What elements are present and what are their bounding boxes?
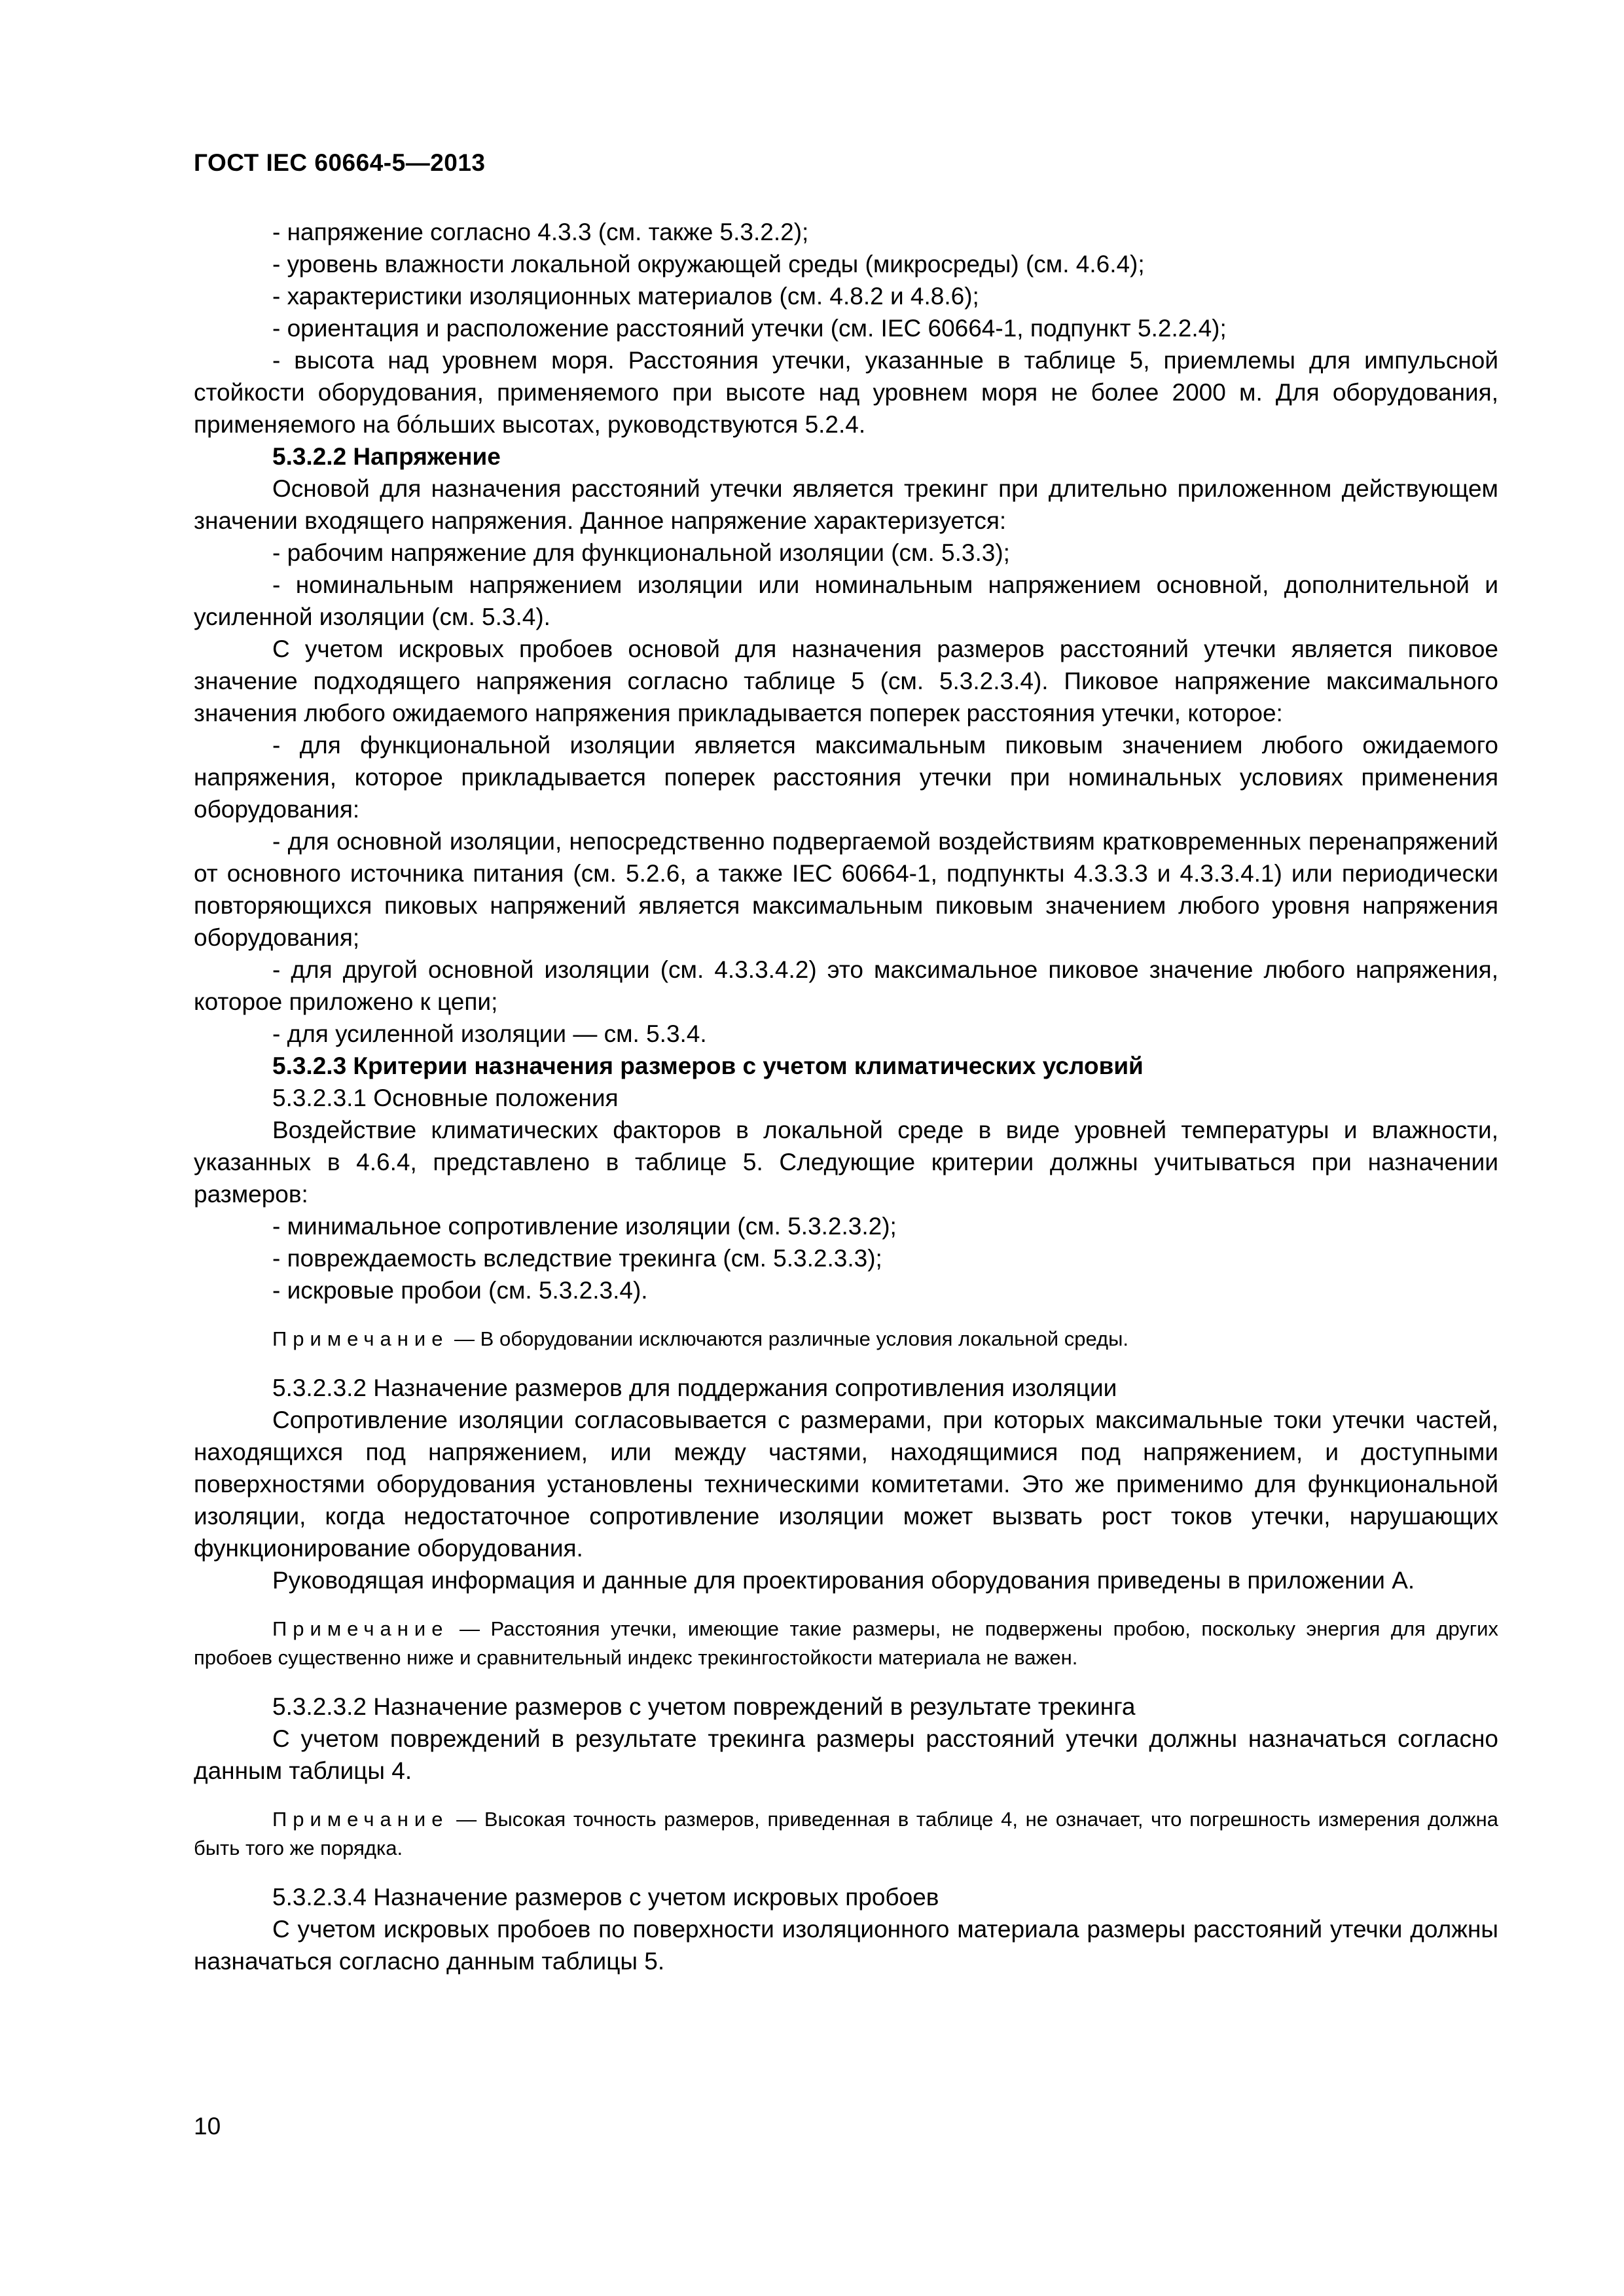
note-text: — В оборудовании исключаются различные условия локальной среды. bbox=[448, 1327, 1128, 1350]
note bbox=[194, 1805, 1498, 1863]
paragraph: С учетом повреждений в результате трекинга размеры расстояний утечки должны назначаться согласно данным таблицы 4. bbox=[194, 1725, 1498, 1784]
subsection-heading: 5.3.2.3.1 Основные положения bbox=[272, 1085, 619, 1111]
paragraph: - напряжение согласно 4.3.3 (см. также 5.3.2.2); bbox=[272, 219, 809, 245]
paragraph: - номинальным напряжением изоляции или номинальным напряжением основной, дополнительной и усиленной изоляции (см. 5.3.4). bbox=[194, 571, 1498, 630]
paragraph: - рабочим напряжение для функциональной изоляции (см. 5.3.3); bbox=[272, 539, 1010, 566]
paragraph: С учетом искровых пробоев основой для назначения размеров расстояний утечки является пиковое значение подходящего напряжения согласно таблице 5 (см. 5.3.2.3.4). Пиковое напряжение максимального значения любого ожидаемого напряжения прикладывается поперек расстояния утечки, которое: bbox=[194, 636, 1498, 726]
paragraph: С учетом искровых пробоев по поверхности изоляционного материала размеры расстояний утечки должны назначаться согласно данным таблицы 5. bbox=[194, 1916, 1498, 1975]
paragraph: Основой для назначения расстояний утечки является трекинг при длительно приложенном действующем значении входящего напряжения. Данное напряжение характеризуется: bbox=[194, 475, 1498, 534]
note-label: Примечание bbox=[272, 1327, 449, 1350]
paragraph: - для другой основной изоляции (см. 4.3.3.4.2) это максимальное пиковое значение любого напряжения, которое приложено к цепи; bbox=[194, 956, 1498, 1015]
section-heading: 5.3.2.3 Критерии назначения размеров с учетом климатических условий bbox=[272, 1052, 1144, 1079]
note-label: Примечание bbox=[272, 1617, 449, 1640]
paragraph: - уровень влажности локальной окружающей среды (микросреды) (см. 4.6.4); bbox=[272, 251, 1145, 278]
subsection-heading: 5.3.2.3.4 Назначение размеров с учетом искровых пробоев bbox=[272, 1884, 939, 1910]
paragraph: - для основной изоляции, непосредственно подвергаемой воздействиям кратковременных перенапряжений от основного источника питания (см. 5.2.6, а также IEC 60664-1, подпункты 4.3.3.3 и 4.3.3.4.1) или периодически повторяющихся пиковых напряжений является максимальным пиковым значением любого уровня напряжения оборудования; bbox=[194, 828, 1498, 951]
paragraph: Сопротивление изоляции согласовывается с размерами, при которых максимальные токи утечки частей, находящихся под напряжением, или между частями, находящимися под напряжением, и доступными поверхностями оборудования установлены техническими комитетами. Это же применимо для функциональной изоляции, когда недостаточное сопротивление изоляции может вызвать рост токов утечки, нарушающих функционирование оборудования. bbox=[194, 1407, 1498, 1562]
subsection-heading: 5.3.2.3.2 Назначение размеров для поддержания сопротивления изоляции bbox=[272, 1374, 1117, 1401]
section-heading: 5.3.2.2 Напряжение bbox=[272, 443, 501, 470]
paragraph: - повреждаемость вследствие трекинга (см. 5.3.2.3.3); bbox=[272, 1245, 882, 1272]
note-text: — Расстояния утечки, имеющие такие размеры, не подвержены пробою, поскольку энергия для других пробоев существенно ниже и сравнительный индекс трекингостойкости материала не важен. bbox=[194, 1617, 1498, 1669]
paragraph: - для усиленной изоляции — см. 5.3.4. bbox=[272, 1020, 707, 1047]
paragraph: Руководящая информация и данные для проектирования оборудования приведены в приложении А. bbox=[272, 1567, 1415, 1594]
paragraph: - ориентация и расположение расстояний утечки (см. IEC 60664-1, подпункт 5.2.2.4); bbox=[272, 315, 1227, 342]
paragraph: - высота над уровнем моря. Расстояния утечки, указанные в таблице 5, приемлемы для импульсной стойкости оборудования, применяемого при высоте над уровнем моря не более 2000 м. Для оборудования, применяемого на бóльших высотах, руководствуются 5.2.4. bbox=[194, 347, 1498, 438]
document-header: ГОСТ IEC 60664-5—2013 bbox=[194, 149, 486, 176]
page-number: 10 bbox=[194, 2113, 221, 2140]
note bbox=[194, 1615, 1498, 1672]
subsection-heading: 5.3.2.3.2 Назначение размеров с учетом повреждений в результате трекинга bbox=[272, 1693, 1136, 1720]
paragraph: - искровые пробои (см. 5.3.2.3.4). bbox=[272, 1277, 648, 1304]
paragraph: - для функциональной изоляции является максимальным пиковым значением любого ожидаемого напряжения, которое прикладывается поперек расстояния утечки при номинальных условиях применения оборудования: bbox=[194, 732, 1498, 823]
note-label: Примечание bbox=[272, 1808, 449, 1831]
document-body bbox=[194, 216, 1498, 1977]
note-text: — Высокая точность размеров, приведенная в таблице 4, не означает, что погрешность измерения должна быть того же порядка. bbox=[194, 1808, 1498, 1859]
note bbox=[194, 1325, 1498, 1354]
paragraph: - характеристики изоляционных материалов (см. 4.8.2 и 4.8.6); bbox=[272, 283, 979, 310]
paragraph: - минимальное сопротивление изоляции (см. 5.3.2.3.2); bbox=[272, 1213, 897, 1240]
paragraph: Воздействие климатических факторов в локальной среде в виде уровней температуры и влажности, указанных в 4.6.4, представлено в таблице 5. Следующие критерии должны учитываться при назначении размеров: bbox=[194, 1117, 1498, 1208]
